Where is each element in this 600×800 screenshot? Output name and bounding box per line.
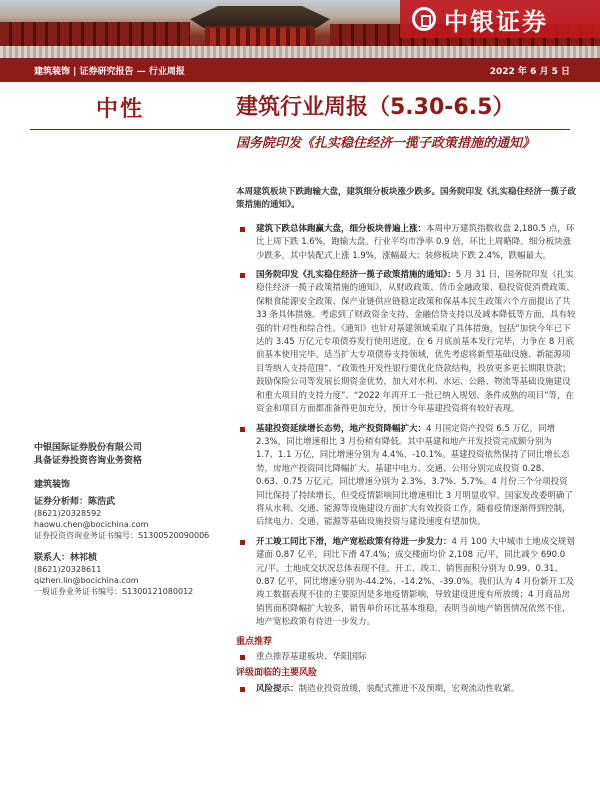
risk-text: 制造业投资放缓，装配式推进不及预期，宏观流动性收紧。 [298, 683, 520, 694]
banner-steps [0, 46, 600, 58]
recommendation-heading: 重点推荐 [236, 636, 273, 647]
bullet-text: 4 月 100 大中城市土地成交规划建面 0.87 亿平，同比下滑 47.4%；成交楼面均价 2,108 元/平，同比减少 690.0 元/平。土地成交状况总体表现不佳。开工、竣工、销售面积分别为 0.99、0.31、0.87 亿平，同比增速分别为-44.2%、-14.2%、-39.0%。我们认为 4 月份新开工及竣工数据表现不佳的主要原因是多地疫情影响，导致建设进度有所放缓；4 月商品房销售面积降幅扩大较多，销售单价环比基本维稳，表明当前地产销售情况依然不佳，地产宽松政策有待进一步发力。 [256, 536, 575, 628]
bullet-text: 本周申万建筑指数收盘 2,180.5 点，环比上周下跌 1.6%，跑输大盘。行业平均市净率 0.9 倍，环比上周略降。细分板块涨少跌多，其中装配式上涨 1.9%，涨幅最大；装修板块下跌 2.4%，跌幅最大。 [256, 223, 575, 261]
summary-bullet [236, 423, 576, 530]
bullet-marker [240, 540, 245, 545]
bullet-text: 4 月国定资产投资 6.5 万亿，同增 2.3%，同比增速相比 3 月份稍有降低。其中基建和地产开发投资完成额分别为 1.7、1.1 万亿，同比增速分别为 4.4%、-10.1%。基建投资依然保持了同比增长态势，房地产投资同比降幅扩大。基建中电力、交通、公用分别完成投资 0.28、0.63、0.75 万亿元，同比增速分别为 2.3%、3.7%、5.7%。4 月份三个分项投资同比保持了持续增长，但受疫情影响同比增速相比 3 月明显收窄。国家发改委明确了将从水利、交通、能源等设施建设方面扩大有效投资工作，随着疫情逐渐得到控制，后续电力、交通、能源等基础设施投资与建设速度有望加快。 [256, 423, 573, 528]
org-qualification: 具备证券投资咨询业务资格 [34, 456, 143, 466]
bullet-text: 5 月 31 日，国务院印发《扎实稳住经济一揽子政策措施的通知》，从财政政策、货币金融政策、稳投资促消费政策、保粮食能源安全政策、保产业链供应链稳定政策和保基本民生政策六个方面提出了共 33 条具体措施。考虑到了财政资金支持、金融信贷支持以及减本降低等方面，具有较强的针对性和综合性。《通知》也针对基建领域采取了具体措施，包括“加快今年已下达的 3.45 万亿元专项债券发行使用进度，在 6 月底前基本发行完毕，力争在 8 月底前基本使用完毕。适当扩大专项债券支持领域，优先考虑将新型基础设施、新能源项目等纳入支持范围”、“政策性开发性银行要优化贷款结构，投放更多更长期限贷款；鼓励保险公司等发展长期资金优势，加大对水利、水运、公路、物流等基础设施建设和重大项目的支持力度”、“2022 年再开工一批已纳入规划、条件成熟的项目”等，在资金和项目方面都准备得更加充分，预计今年基建投资将有较好表现。 [256, 270, 576, 415]
summary-bullet [236, 269, 576, 416]
summary-bullet [236, 536, 576, 630]
sector-label: 建筑装饰 [34, 480, 71, 490]
contact-phone: (8621)20328611 [34, 565, 102, 574]
banner-roof [190, 6, 330, 28]
bullet-marker [240, 273, 245, 278]
bullet-marker [240, 227, 245, 232]
recommendation-text: 重点推荐基建板块、华阳国际 [256, 652, 367, 662]
rating-label: 中性 [95, 97, 144, 122]
risk-heading: 评级面临的主要风险 [236, 668, 318, 679]
risk-item [236, 683, 576, 696]
report-info-bar [0, 58, 600, 82]
bullet-marker [240, 427, 245, 432]
contact-cert: 一般证券业务证书编号：S1300121080012 [34, 587, 194, 596]
summary-intro: 本周建筑板块下跌跑输大盘，建筑细分板块涨少跌多。国务院印发《扎实稳住经济一揽子政策措施的通知》。 [236, 187, 577, 211]
contact-name: 联系人：林祁桢 [34, 553, 98, 563]
report-body [236, 186, 576, 699]
report-date: 2022 年 6 月 5 日 [489, 66, 570, 77]
bullet-marker [240, 687, 245, 692]
summary-bullet [236, 223, 576, 263]
bullet-lead: 基建投资延续增长态势，地产投资降幅扩大： [256, 423, 427, 434]
analyst-name: 证券分析师：陈浩武 [34, 497, 116, 507]
bullet-marker [240, 655, 245, 660]
header-banner [0, 0, 600, 58]
brand-logo-text: 中银证券 [444, 7, 548, 36]
page-title: 建筑行业周报（5.30-6.5） [236, 95, 515, 120]
contact-email[interactable]: qizhen.lin@bocichina.com [34, 576, 139, 585]
bullet-lead: 国务院印发《扎实稳住经济一揽子政策措施的通知》： [256, 270, 456, 281]
analyst-phone: (8621)20328592 [34, 509, 102, 518]
analyst-email[interactable]: haowu.chen@bocichina.com [34, 520, 149, 529]
boc-logo-icon [412, 7, 436, 31]
brand-logo [400, 0, 600, 38]
title-divider [30, 129, 570, 130]
bullet-lead: 开工竣工同比下滑，地产宽松政策有待进一步发力： [256, 536, 452, 547]
bullet-lead: 建筑下跌总体跑赢大盘，细分板块普遍上涨： [256, 223, 427, 234]
org-name: 中银国际证券股份有限公司 [34, 443, 143, 453]
page-subtitle: 国务院印发《扎实稳住经济一揽子政策措施的通知》 [236, 136, 536, 151]
analyst-cert: 证券投资咨询业务证书编号：S1300520090006 [34, 531, 210, 540]
risk-lead: 风险提示： [256, 683, 299, 694]
banner-wall-left [0, 22, 190, 48]
left-sidebar [34, 442, 224, 597]
report-category: 建筑装饰 | 证券研究报告 — 行业周报 [34, 66, 185, 77]
recommendation-item [236, 651, 576, 664]
